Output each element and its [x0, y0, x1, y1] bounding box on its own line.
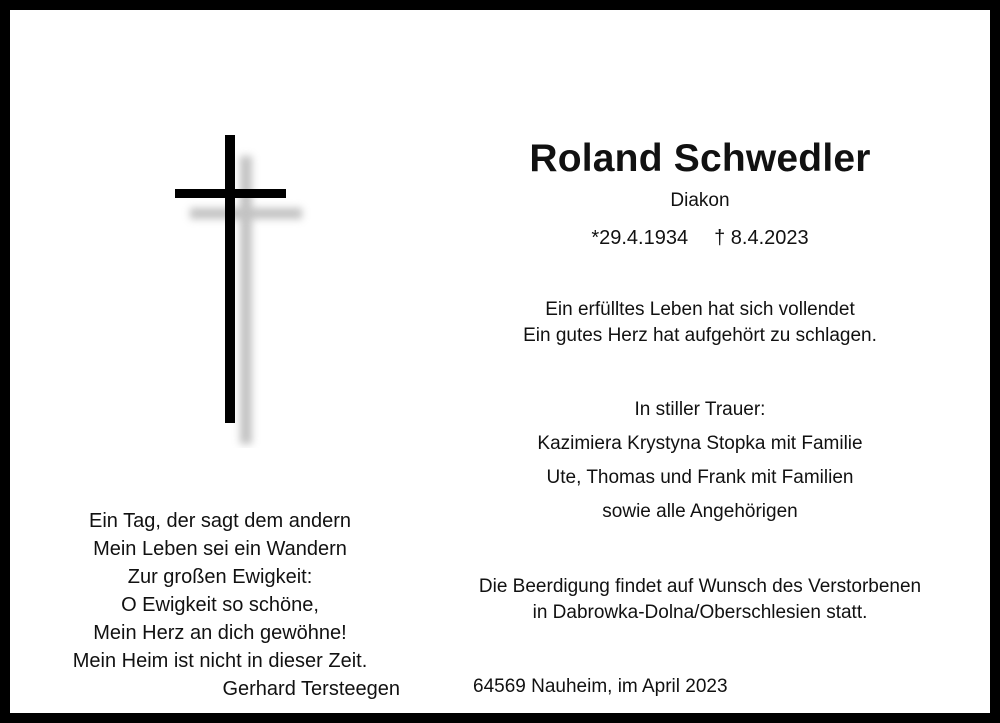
life-dates: [450, 227, 950, 250]
birth-date: *29.4.1934: [591, 227, 689, 249]
burial-line: in Dabrowka-Dolna/Oberschlesien statt.: [532, 602, 868, 623]
deceased-title: Diakon: [670, 190, 730, 211]
death-date: † 8.4.2023: [714, 227, 809, 249]
mourner: sowie alle Angehörigen: [602, 501, 798, 522]
mourner: Ute, Thomas und Frank mit Familien: [546, 467, 854, 488]
poem-line: Mein Leben sei ein Wandern: [93, 538, 347, 560]
mourners-list: [450, 393, 950, 529]
mourner: Kazimiera Krystyna Stopka mit Familie: [537, 433, 863, 454]
poem: [40, 507, 400, 703]
burial-line: Die Beerdigung findet auf Wunsch des Verstorbenen: [478, 576, 922, 597]
cross-icon: [165, 128, 315, 448]
deceased-name: Roland Schwedler: [529, 137, 871, 180]
poem-line: Ein Tag, der sagt dem andern: [88, 510, 352, 532]
poem-line: Zur großen Ewigkeit:: [127, 566, 313, 588]
poem-line: Mein Heim ist nicht in dieser Zeit.: [72, 650, 368, 672]
poem-author: Gerhard Tersteegen: [222, 678, 400, 700]
burial-notice: [450, 574, 950, 626]
quote-line: Ein gutes Herz hat aufgehört zu schlagen.: [523, 325, 877, 346]
memorial-quote: [450, 297, 950, 349]
place-date: 64569 Nauheim, im April 2023: [473, 676, 728, 697]
poem-line: Mein Herz an dich gewöhne!: [93, 622, 347, 644]
mourners-heading: In stiller Trauer:: [634, 399, 766, 420]
quote-line: Ein erfülltes Leben hat sich vollendet: [545, 299, 855, 320]
poem-line: O Ewigkeit so schöne,: [121, 594, 319, 616]
